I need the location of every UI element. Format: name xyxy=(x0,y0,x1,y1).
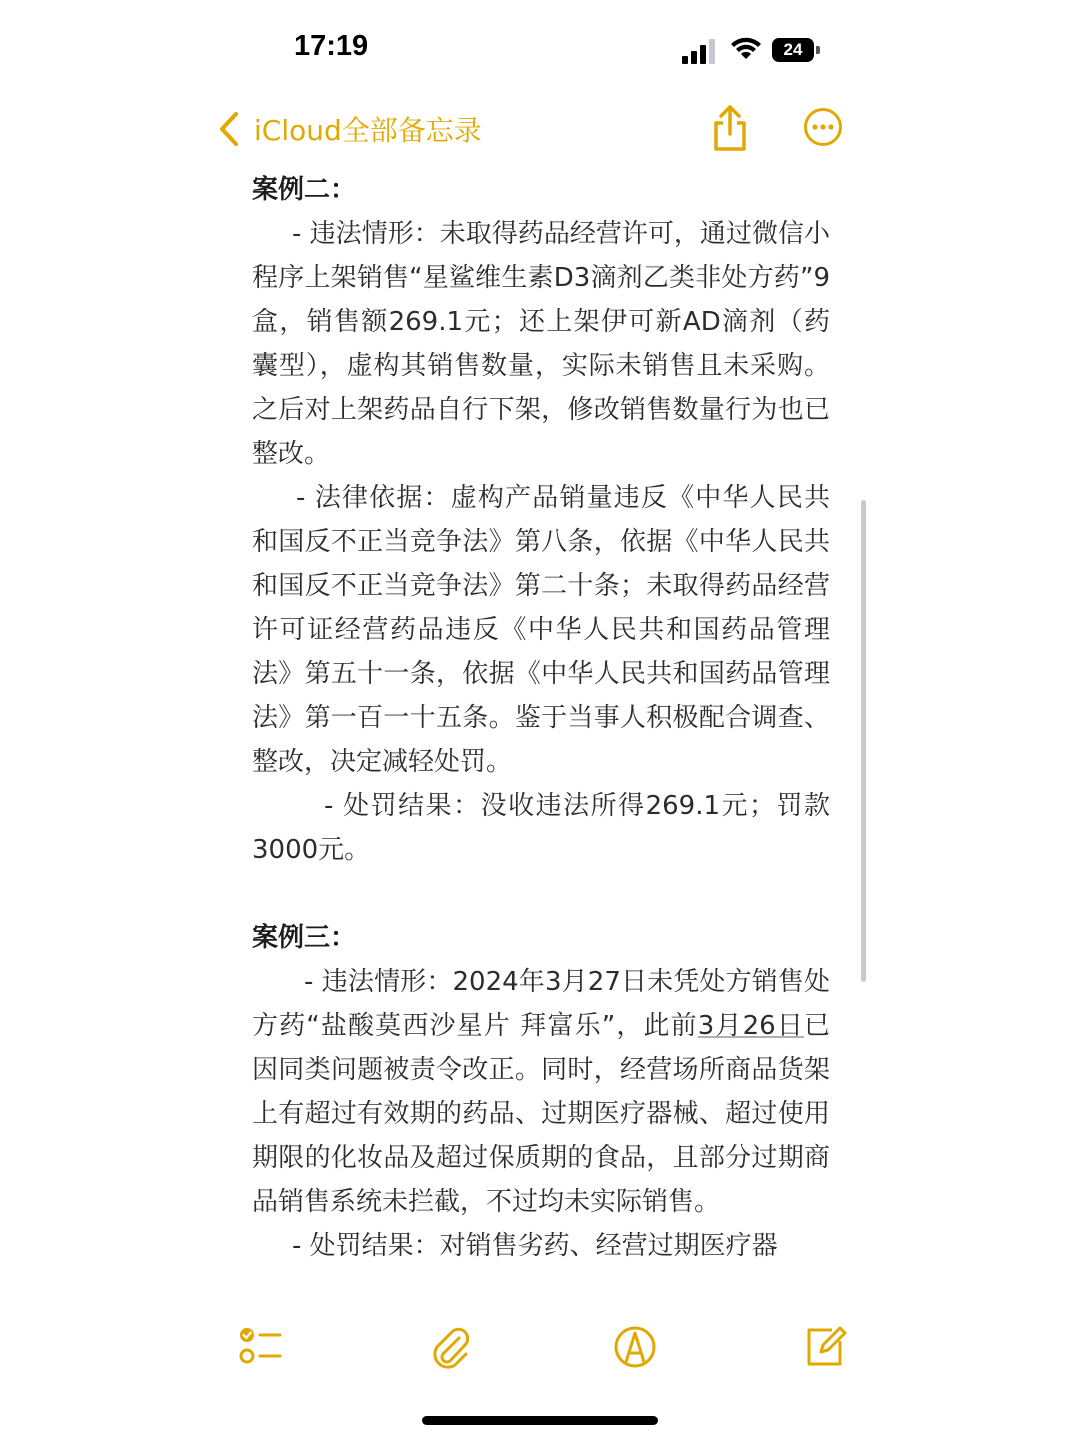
wifi-icon xyxy=(730,37,762,61)
paperclip-icon[interactable] xyxy=(428,1324,474,1370)
case3-penalty: - 处罚结果：对销售劣药、经营过期医疗器 xyxy=(292,1231,778,1261)
back-button[interactable] xyxy=(218,106,482,152)
date-link[interactable]: 3月26日 xyxy=(697,1011,804,1041)
case2-legal-basis: - 法律依据：虚构产品销量违反《中华人民共和国反不正当竞争法》第八条，依据《中华人民共和国反不正当竞争法》第二十条；未取得药品经营许可证经营药品违反《中华人民共和国药品管理法》第五十一条，依据《中华人民共和国药品管理法》第一百一十五条。鉴于当事人积极配合调查、整改，决定减轻处罚。 xyxy=(252,483,830,777)
more-options-icon[interactable] xyxy=(803,107,843,147)
case3-violation-part2: 已因同类问题被责令改正。同时，经营场所商品货架上有超过有效期的药品、过期医疗器械、超过使用期限的化妆品及超过保质期的食品，且部分过期商品销售系统未拦截，不过均未实际销售。 xyxy=(252,1011,830,1217)
home-indicator[interactable] xyxy=(422,1416,658,1425)
checklist-icon[interactable] xyxy=(238,1324,284,1370)
battery-tip xyxy=(816,46,820,54)
case3-violation xyxy=(252,960,830,1224)
scrollbar[interactable] xyxy=(861,500,866,982)
status-bar xyxy=(0,0,1080,100)
case3-title: 案例三： xyxy=(252,923,357,953)
back-button-label: iCloud全部备忘录 xyxy=(254,114,482,147)
markup-pen-icon[interactable] xyxy=(612,1324,658,1370)
case2-penalty: - 处罚结果：没收违法所得269.1元；罚款3000元。 xyxy=(252,791,830,865)
status-time: 17:19 xyxy=(294,30,369,62)
share-icon[interactable] xyxy=(708,104,752,152)
note-body[interactable] xyxy=(252,168,830,1302)
case2-title: 案例二： xyxy=(252,175,357,205)
battery-icon: 24 xyxy=(772,38,814,62)
compose-icon[interactable] xyxy=(802,1324,848,1370)
blank-line xyxy=(252,872,830,916)
case2-violation: - 违法情形：未取得药品经营许可，通过微信小程序上架销售“星鲨维生素D3滴剂乙类非处方药”9盒，销售额269.1元；还上架伊可新AD滴剂（药囊型），虚构其销售数量，实际未销售且未采购。之后对上架药品自行下架，修改销售数量行为也已整改。 xyxy=(252,219,830,469)
chevron-left-icon xyxy=(218,111,240,147)
status-icons xyxy=(682,36,822,64)
bottom-toolbar xyxy=(0,1300,1080,1400)
case3-violation-part1: - 违法情形：2024年3月27日未凭处方销售处方药“盐酸莫西沙星片 拜富乐”，此前 xyxy=(252,967,830,1041)
